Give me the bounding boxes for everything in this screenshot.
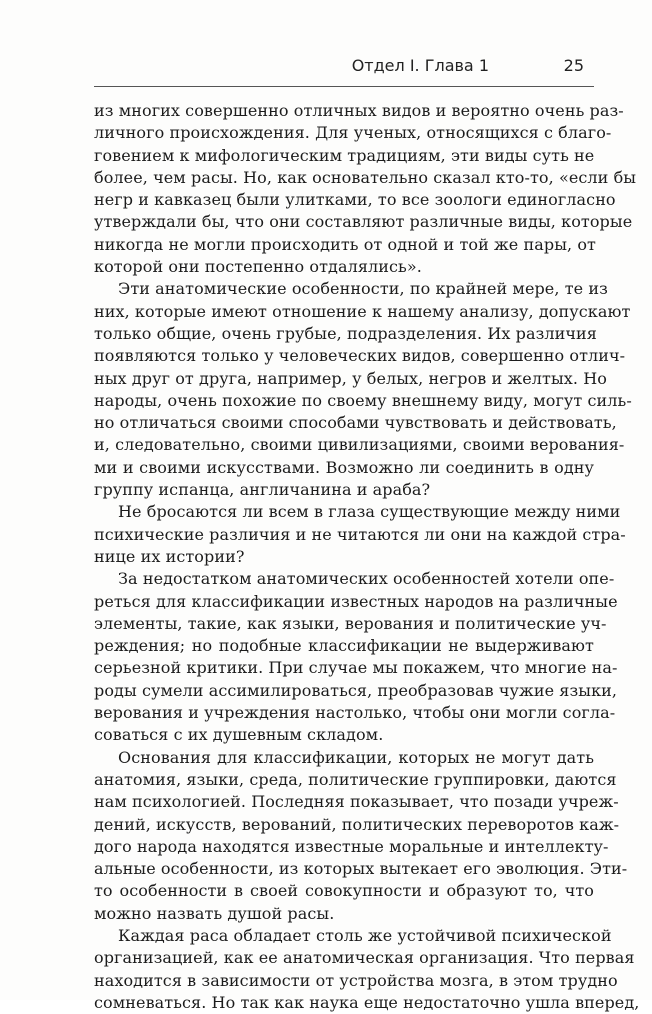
text-line: элементы, такие, как языки, верования и политические уч- bbox=[94, 613, 607, 633]
paragraph bbox=[94, 568, 618, 746]
text-line: верования и учреждения настолько, чтобы они могли согла- bbox=[94, 703, 616, 723]
section-title: Отдел I. Глава 1 bbox=[351, 56, 489, 75]
text-line: организацией, как ее анатомическая организация. Что первая bbox=[94, 948, 635, 968]
text-line: соваться с их душевным складом. bbox=[94, 725, 384, 745]
paragraph bbox=[94, 925, 640, 1014]
paragraph bbox=[94, 747, 628, 925]
text-line: более, чем расы. Но, как основательно сказал кто-то, «если бы bbox=[94, 167, 637, 187]
paragraph bbox=[94, 278, 632, 501]
text-line: находится в зависимости от устройства мозга, в этом трудно bbox=[94, 970, 618, 990]
text-line: дений, искусств, верований, политических переворотов каж- bbox=[94, 814, 620, 834]
text-line: ных друг от друга, например, у белых, негров и желтых. Но bbox=[94, 368, 607, 388]
text-line: психические различия и не читаются ли они на каждой стра- bbox=[94, 524, 626, 544]
running-header bbox=[94, 56, 594, 84]
text-line: из многих совершенно отличных видов и вероятно очень раз- bbox=[94, 101, 624, 120]
text-line: только общие, очень грубые, подразделения. Их различия bbox=[94, 323, 597, 343]
text-line: Не бросаются ли всем в глаза существующие между ними bbox=[118, 502, 621, 522]
text-line: народы, очень похожие по своему внешнему виду, могут силь- bbox=[94, 390, 632, 410]
text-line: группу испанца, англичанина и араба? bbox=[94, 480, 431, 500]
text-line: нам психологией. Последняя показывает, что позади учреж- bbox=[94, 792, 619, 812]
text-line: альные особенности, из которых вытекает его эволюция. Эти- bbox=[94, 859, 628, 879]
body-text bbox=[94, 100, 640, 1014]
text-line: и, следовательно, своими цивилизациями, своими верования- bbox=[94, 435, 625, 455]
text-line: утверждали бы, что они составляют различные виды, которые bbox=[94, 212, 633, 232]
text-line: роды сумели ассимилироваться, преобразовав чужие языки, bbox=[94, 680, 618, 700]
text-line: реждения; но подобные классификации не выдерживают bbox=[94, 636, 594, 656]
text-line: ми и своими искусствами. Возможно ли соединить в одну bbox=[94, 457, 594, 477]
text-line: которой они постепенно отдалялись». bbox=[94, 257, 422, 277]
text-line: За недостатком анатомических особенностей хотели опе- bbox=[118, 569, 615, 589]
text-line: сомневаться. Но так как наука еще недостаточно ушла вперед, bbox=[94, 992, 640, 1012]
paragraph bbox=[94, 100, 637, 278]
text-line: личного происхождения. Для ученых, относящихся с благо- bbox=[94, 123, 612, 143]
text-line: серьезной критики. При случае мы покажем, что многие на- bbox=[94, 658, 618, 678]
text-line: анатомия, языки, среда, политические группировки, даются bbox=[94, 769, 617, 789]
text-line: нице их истории? bbox=[94, 546, 245, 566]
header-rule bbox=[94, 86, 594, 87]
text-line: то особенности в своей совокупности и образуют то, что bbox=[94, 881, 594, 901]
text-line: говением к мифологическим традициям, эти виды суть не bbox=[94, 145, 595, 165]
text-line: но отличаться своими способами чувствовать и действовать, bbox=[94, 413, 617, 433]
text-line: них, которые имеют отношение к нашему анализу, допускают bbox=[94, 301, 631, 321]
text-line: никогда не могли происходить от одной и той же пары, от bbox=[94, 234, 596, 254]
page-number: 25 bbox=[563, 56, 584, 75]
text-line: Эти анатомические особенности, по крайней мере, те из bbox=[118, 279, 608, 299]
text-line: Каждая раса обладает столь же устойчивой психической bbox=[118, 925, 612, 945]
text-line: дого народа находятся известные моральные и интеллекту- bbox=[94, 836, 609, 856]
text-line: появляются только у человеческих видов, совершенно отлич- bbox=[94, 346, 626, 366]
text-line: негр и кавказец были улитками, то все зоологи единогласно bbox=[94, 190, 616, 210]
text-line: реться для классификации известных народов на различные bbox=[94, 591, 618, 611]
text-line: можно назвать душой расы. bbox=[94, 903, 335, 923]
text-line: Основания для классификации, которых не могут дать bbox=[118, 747, 594, 767]
paragraph bbox=[94, 501, 626, 568]
